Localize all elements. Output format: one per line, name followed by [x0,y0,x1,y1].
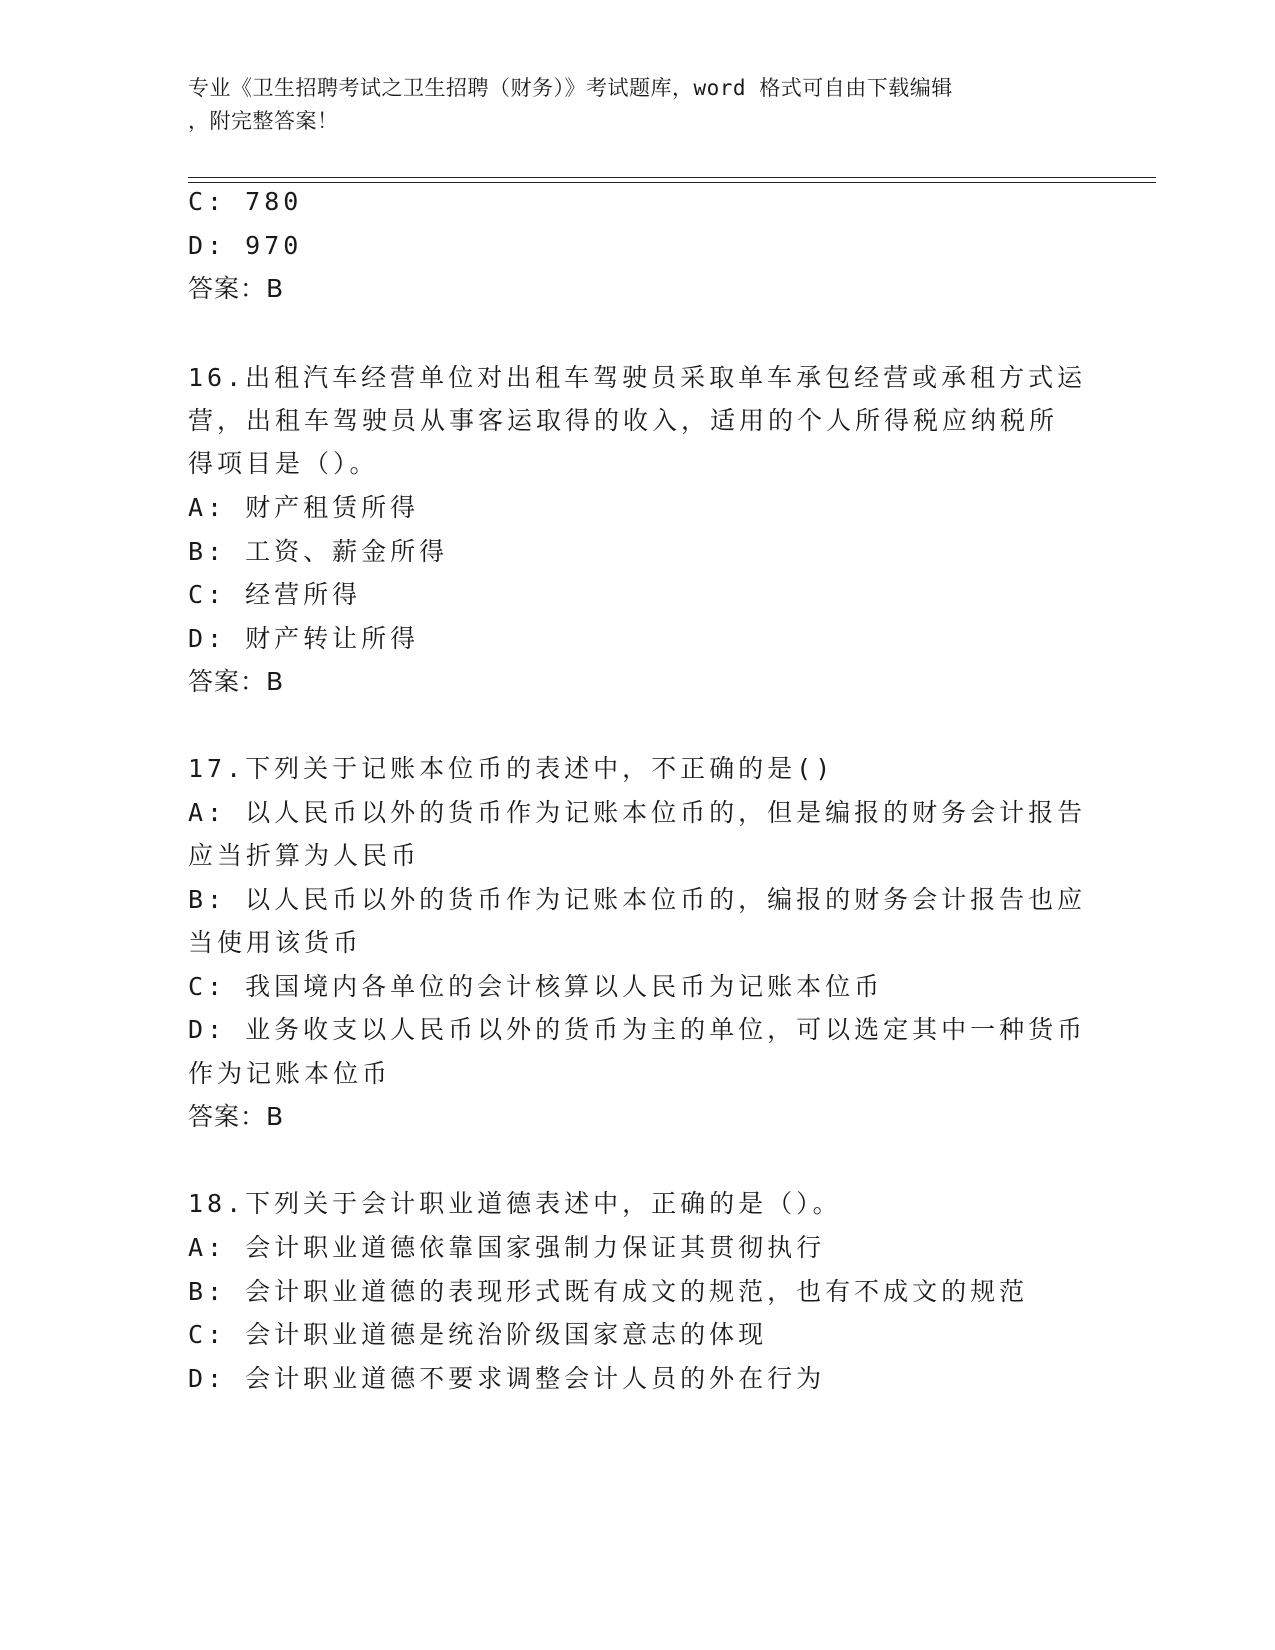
q17-option-a-line1: A: 以人民币以外的货币作为记账本位币的，但是编报的财务会计报告 [188,798,1087,827]
header-title-line1: 专业《卫生招聘考试之卫生招聘（财务）》考试题库，word 格式可自由下载编辑 [188,76,953,100]
q17-option-a-line2: 应当折算为人民币 [188,841,421,870]
document-header [188,72,1068,138]
prev-answer: 答案：B [188,274,285,303]
q17-option-b-line2: 当使用该货币 [188,928,363,957]
q16-stem-line2: 营，出租车驾驶员从事客运取得的收入，适用的个人所得税应纳税所 [188,406,1059,435]
q18-option-d: D: 会计职业道德不要求调整会计人员的外在行为 [188,1364,826,1393]
q16-stem-line3: 得项目是（）。 [188,449,379,478]
prev-option-c: C: 780 [188,187,303,216]
q16-option-a: A: 财产租赁所得 [188,493,420,522]
q17-option-d-line1: D: 业务收支以人民币以外的货币为主的单位，可以选定其中一种货币 [188,1015,1087,1044]
header-title-line2: ，附完整答案！ [188,109,339,133]
q16-stem-line1: 16.出租汽车经营单位对出租车驾驶员采取单车承包经营或承租方式运 [188,363,1087,392]
q17-answer: 答案：B [188,1102,285,1131]
q17-stem-line1: 17.下列关于记账本位币的表述中，不正确的是() [188,754,835,783]
q16-option-d: D: 财产转让所得 [188,624,420,653]
header-divider-top [188,177,1156,178]
q16-answer: 答案：B [188,667,285,696]
q17-option-d-line2: 作为记账本位币 [188,1059,392,1088]
q17-option-c: C: 我国境内各单位的会计核算以人民币为记账本位币 [188,972,884,1001]
q16-option-b: B: 工资、薪金所得 [188,537,449,566]
q16-option-c: C: 经营所得 [188,580,362,609]
q18-option-a: A: 会计职业道德依靠国家强制力保证其贯彻执行 [188,1233,826,1262]
q18-option-c: C: 会计职业道德是统治阶级国家意志的体现 [188,1320,768,1349]
q18-option-b: B: 会计职业道德的表现形式既有成文的规范，也有不成文的规范 [188,1277,1029,1306]
header-divider-bottom [188,182,1156,183]
q17-option-b-line1: B: 以人民币以外的货币作为记账本位币的，编报的财务会计报告也应 [188,885,1087,914]
prev-option-d: D: 970 [188,231,303,260]
q18-stem-line1: 18.下列关于会计职业道德表述中，正确的是（）。 [188,1189,842,1218]
